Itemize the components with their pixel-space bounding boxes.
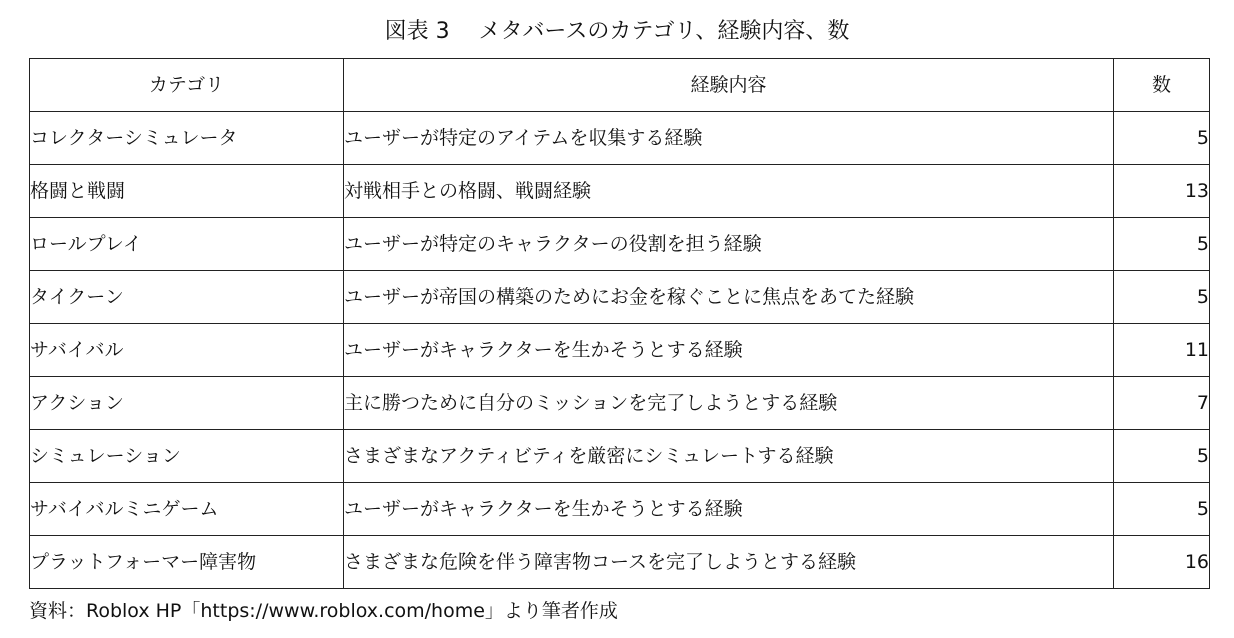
category-cell: アクション [30,377,344,430]
table-row [30,430,1210,483]
source-note: 資料：Roblox HP「https://www.roblox.com/home」より筆者作成 [29,600,618,622]
table-row [30,218,1210,271]
table-row [30,112,1210,165]
experience-cell: 対戦相手との格闘、戦闘経験 [344,165,1114,218]
count-cell: 11 [1114,324,1210,377]
category-cell: サバイバル [30,324,344,377]
category-cell: コレクターシミュレータ [30,112,344,165]
count-cell: 16 [1114,536,1210,589]
experience-cell: ユーザーがキャラクターを生かそうとする経験 [344,324,1114,377]
table-row [30,536,1210,589]
category-cell: プラットフォーマー障害物 [30,536,344,589]
header-category: カテゴリ [30,59,344,112]
experience-cell: ユーザーが特定のキャラクターの役割を担う経験 [344,218,1114,271]
category-cell: 格闘と戦闘 [30,165,344,218]
experience-cell: ユーザーがキャラクターを生かそうとする経験 [344,483,1114,536]
category-cell: タイクーン [30,271,344,324]
table-row [30,165,1210,218]
experience-cell: さまざまなアクティビティを厳密にシミュレートする経験 [344,430,1114,483]
category-cell: ロールプレイ [30,218,344,271]
table-row [30,324,1210,377]
table-header-row [30,59,1210,112]
table-row [30,271,1210,324]
count-cell: 7 [1114,377,1210,430]
count-cell: 5 [1114,271,1210,324]
table-row [30,483,1210,536]
count-cell: 5 [1114,430,1210,483]
category-cell: シミュレーション [30,430,344,483]
count-cell: 5 [1114,483,1210,536]
count-cell: 5 [1114,218,1210,271]
experience-cell: ユーザーが帝国の構築のためにお金を稼ぐことに焦点をあてた経験 [344,271,1114,324]
experience-cell: ユーザーが特定のアイテムを収集する経験 [344,112,1114,165]
table-row [30,377,1210,430]
table-title: 図表 3 メタバースのカテゴリ、経験内容、数 [384,19,850,44]
experience-cell: さまざまな危険を伴う障害物コースを完了しようとする経験 [344,536,1114,589]
header-count: 数 [1114,59,1210,112]
category-cell: サバイバルミニゲーム [30,483,344,536]
header-experience: 経験内容 [344,59,1114,112]
count-cell: 13 [1114,165,1210,218]
count-cell: 5 [1114,112,1210,165]
experience-cell: 主に勝つために自分のミッションを完了しようとする経験 [344,377,1114,430]
metaverse-category-table [29,58,1210,589]
